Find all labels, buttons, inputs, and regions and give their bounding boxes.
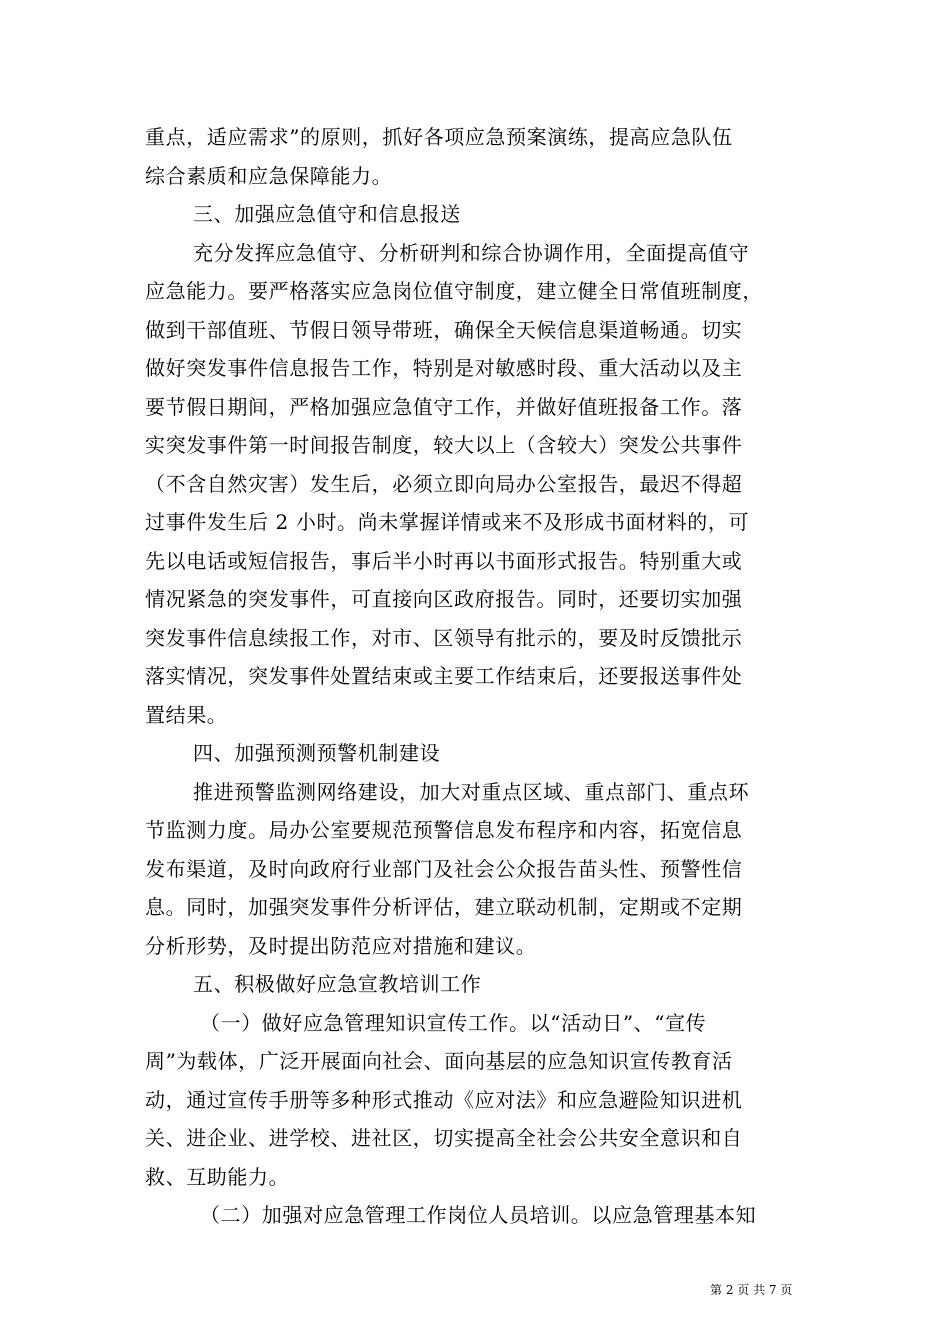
body-line: 发布渠道，及时向政府行业部门及社会公众报告苗头性、预警性信 (145, 856, 743, 881)
section-heading: 四、加强预测预警机制建设 (193, 741, 441, 765)
body-line: 节监测力度。局办公室要规范预警信息发布程序和内容，拓宽信息 (145, 818, 743, 842)
page-number: 第 2 页 共 7 页 (710, 1283, 793, 1297)
section-heading: 三、加强应急值守和信息报送 (193, 202, 461, 226)
body-line: 分析形势，及时提出防范应对措施和建议。 (145, 933, 537, 958)
body-line: 做好突发事件信息报告工作，特别是对敏感时段、重大活动以及主 (145, 356, 743, 380)
body-line: 综合素质和应急保障能力。 (145, 163, 393, 188)
body-line: （二）加强对应急管理工作岗位人员培训。以应急管理基本知 (200, 1203, 757, 1227)
body-line: 推进预警监测网络建设，加大对重点区域、重点部门、重点环 (193, 779, 750, 804)
body-line: 过事件发生后 2 小时。尚未掌握详情或来不及形成书面材料的，可 (145, 510, 750, 534)
body-line: （不含自然灾害）发生后，必须立即向局办公室报告，最迟不得超 (145, 471, 743, 496)
body-line: 息。同时，加强突发事件分析评估，建立联动机制，定期或不定期 (145, 895, 743, 919)
body-line: 置结果。 (145, 702, 228, 727)
body-line: 周”为载体，广泛开展面向社会、面向基层的应急知识宣传教育活 (145, 1049, 733, 1073)
section-heading: 五、积极做好应急宣教培训工作 (193, 972, 482, 996)
document-body (145, 118, 825, 1235)
body-line: 先以电话或短信报告，事后半小时再以书面形式报告。特别重大或 (145, 548, 743, 573)
body-line: （一）做好应急管理知识宣传工作。以“活动日”、“宣传 (200, 1010, 707, 1035)
body-line: 充分发挥应急值守、分析研判和综合协调作用，全面提高值守 (193, 240, 750, 265)
body-line: 实突发事件第一时间报告制度，较大以上（含较大）突发公共事件 (145, 433, 743, 457)
body-line: 落实情况，突发事件处置结束或主要工作结束后，还要报送事件处 (145, 664, 743, 688)
body-line: 要节假日期间，严格加强应急值守工作，并做好值班报备工作。落 (145, 394, 743, 419)
body-line: 情况紧急的突发事件，可直接向区政府报告。同时，还要切实加强 (145, 587, 743, 611)
body-line: 救、互助能力。 (145, 1164, 290, 1189)
body-line: 做到干部值班、节假日领导带班，确保全天候信息渠道畅通。切实 (145, 317, 743, 342)
body-line: 动，通过宣传手册等多种形式推动《应对法》和应急避险知识进机 (145, 1087, 743, 1112)
body-line: 突发事件信息续报工作，对市、区领导有批示的，要及时反馈批示 (145, 625, 743, 650)
body-line: 关、进企业、进学校、进社区，切实提高全社会公共安全意识和自 (145, 1126, 743, 1150)
body-line: 应急能力。要严格落实应急岗位值守制度，建立健全日常值班制度， (145, 279, 763, 303)
body-line: 重点，适应需求”的原则，抓好各项应急预案演练，提高应急队伍 (145, 125, 733, 149)
